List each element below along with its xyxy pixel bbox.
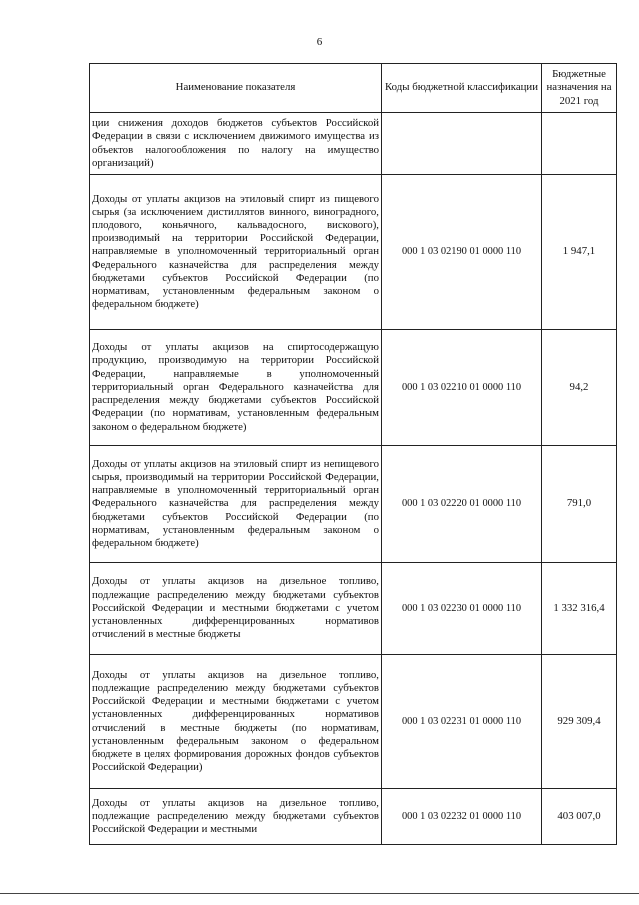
row-name: Доходы от уплаты акцизов на этиловый спирт из пищевого сырья (за исключением дистиллятов винного, виноградного, плодового, коньячного, кальвадосного, вискового), производимый на территории Российской Федерации, направляемые в уполномоченный территориальный орган Федерального казначейства для распределения между бюджетами субъектов Российской Федерации (по нормативам, установленным федеральным законом о федеральном бюджете): [90, 175, 382, 330]
row-amount: 94,2: [542, 330, 617, 446]
row-name: Доходы от уплаты акцизов на этиловый спирт из непищевого сырья, производимый на территории Российской Федерации, направляемые в уполномоченный территориальный орган Федерального казначейства для распределения между бюджетами субъектов Российской Федерации (по нормативам, установленным федеральным законом о федеральном бюджете): [90, 446, 382, 563]
table-header-row: [90, 64, 617, 113]
row-code: 000 1 03 02232 01 0000 110: [382, 789, 542, 845]
table-row: [90, 446, 617, 563]
header-amount: Бюджетные назначения на 2021 год: [542, 64, 617, 113]
row-amount: 929 309,4: [542, 655, 617, 789]
table-row: [90, 330, 617, 446]
table-row: [90, 113, 617, 175]
header-code: Коды бюджетной классификации: [382, 64, 542, 113]
table-row: [90, 789, 617, 845]
header-name: Наименование показателя: [90, 64, 382, 113]
row-code: [382, 113, 542, 175]
row-name: ции снижения доходов бюджетов субъектов Российской Федерации в связи с исключением движимого имущества из объектов налогообложения по налогу на имущество организаций): [90, 113, 382, 175]
row-amount: [542, 113, 617, 175]
row-name: Доходы от уплаты акцизов на спиртосодержащую продукцию, производимую на территории Российской Федерации, направляемые в уполномоченный территориальный орган Федерального казначейства для распределения между бюджетами субъектов Российской Федерации (по нормативам, установленным федеральным законом о федеральном бюджете): [90, 330, 382, 446]
row-amount: 791,0: [542, 446, 617, 563]
table-row: [90, 655, 617, 789]
row-name: Доходы от уплаты акцизов на дизельное топливо, подлежащие распределению между бюджетами субъектов Российской Федерации и местными бюджетами с учетом установленных дифференцированных нормативов отчислений в местные бюджеты (по нормативам, установленным федеральным законом о федеральном бюджете в целях формирования дорожных фондов субъектов Российской Федерации): [90, 655, 382, 789]
row-code: 000 1 03 02210 01 0000 110: [382, 330, 542, 446]
row-name: Доходы от уплаты акцизов на дизельное топливо, подлежащие распределению между бюджетами субъектов Российской Федерации и местными: [90, 789, 382, 845]
page-number: 6: [316, 36, 323, 48]
row-amount: 403 007,0: [542, 789, 617, 845]
row-amount: 1 947,1: [542, 175, 617, 330]
row-code: 000 1 03 02230 01 0000 110: [382, 563, 542, 655]
row-code: 000 1 03 02231 01 0000 110: [382, 655, 542, 789]
row-amount: 1 332 316,4: [542, 563, 617, 655]
table-row: [90, 563, 617, 655]
page-bottom-divider: [0, 893, 639, 894]
budget-table: [89, 63, 617, 845]
table-row: [90, 175, 617, 330]
row-code: 000 1 03 02220 01 0000 110: [382, 446, 542, 563]
row-name: Доходы от уплаты акцизов на дизельное топливо, подлежащие распределению между бюджетами субъектов Российской Федерации и местными бюджетами с учетом установленных дифференцированных нормативов отчислений в местные бюджеты: [90, 563, 382, 655]
row-code: 000 1 03 02190 01 0000 110: [382, 175, 542, 330]
